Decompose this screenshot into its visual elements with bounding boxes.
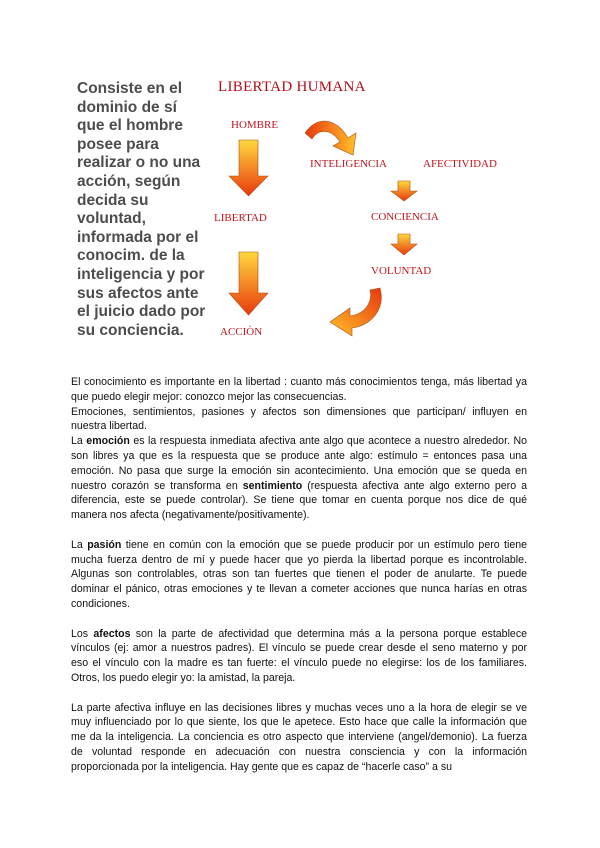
- arrow-hombre-inteligencia: [305, 121, 356, 155]
- label-accion: ACCIÒN: [220, 326, 263, 338]
- term-sentimiento: sentimiento: [242, 479, 303, 492]
- text-run: es la respuesta inmediata afectiva ante algo que acontece a nuestro alrededor. No son libres ya que es la respuesta que se produce ante algo: estímulo = entonces pasa una emoción. No pasa que surge la emoción sin acontecimiento. Una emoción que se queda en nuestro corazón se transforma en: [71, 435, 527, 492]
- term-emocion: emoción: [86, 435, 130, 448]
- text-run: tiene en común con la emoción que se puede producir por un estímulo pero tiene mucha fuerza dentro de mí y puede hacer que yo pierda la libertad porque es incontrolable. Algunas son controlables, otras son tan fuertes que tienen el poder de anularte. Te puede dominar el pánico, otras emociones y te llevan a cometer acciones que nunca harías en otras condiciones.: [71, 538, 527, 610]
- arrow-libertad-accion: [229, 252, 268, 315]
- arrow-voluntad-accion: [330, 288, 381, 336]
- paragraph-pasion: [71, 538, 527, 612]
- label-conciencia: CONCIENCIA: [371, 211, 439, 223]
- term-pasion: pasión: [87, 538, 122, 551]
- label-afectividad: AFECTIVIDAD: [423, 158, 497, 170]
- paragraph-emocion: [71, 434, 527, 523]
- label-hombre: HOMBRE: [231, 119, 279, 131]
- text-run: La: [71, 435, 87, 448]
- diagram-arrows: [0, 0, 600, 370]
- label-inteligencia: INTELIGENCIA: [310, 158, 387, 170]
- text-run: (respuesta afectiva ante algo externo pero a diferencia, este se puede controlar). Se tiene que tomar en cuenta porque nos dice de qué manera nos afecta (negativamente/positivamente).: [71, 479, 527, 522]
- arrow-inteligencia-conciencia: [391, 181, 417, 201]
- freedom-diagram: [0, 0, 600, 370]
- label-voluntad: VOLUNTAD: [371, 265, 432, 277]
- text-run: La: [71, 538, 88, 551]
- label-libertad: LIBERTAD: [214, 212, 267, 224]
- definition-text: Consiste en el dominio de sí que el hombre posee para realizar o no una acción, según decida su voluntad, informada por el conocim. de la inteligencia y por sus afectos ante el juicio dado por su conciencia.: [77, 80, 206, 339]
- paragraph-conocimiento: El conocimiento es importante en la libertad : cuanto más conocimientos tenga, más libertad ya que puedo elegir mejor: conozco mejor las consecuencias.: [71, 376, 527, 403]
- paragraph-afectos: [71, 627, 527, 686]
- text-run: Los: [71, 627, 94, 640]
- arrow-conciencia-voluntad: [391, 234, 417, 255]
- paragraph-parte-afectiva: La parte afectiva influye en las decisiones libres y muchas veces uno a la hora de elegir se ve muy influenciado por lo que siente, los que le apetece. Esto hace que calle la información que me da la inteligencia. La conciencia es otro aspecto que interviene (angel/demonio). La fuerza de voluntad responde en adecuación con nuestra consciencia y con la información proporcionada por la inteligencia. Hay gente que es capaz de “hacerle caso” a su: [71, 701, 527, 773]
- arrow-hombre-libertad: [229, 140, 268, 196]
- text-run: son la parte de afectividad que determina más a la persona porque establece vínculos (ej: amor a nuestros padres). El vínculo se puede crear desde el seno materno y por eso el vínculo con la madre es tan fuerte: el vínculo puede no elegirse: los de los familiares. Otros, los puedo elegir yo: la amistad, la pareja.: [71, 627, 528, 684]
- diagram-title: LIBERTAD HUMANA: [218, 79, 366, 95]
- paragraph-emociones: Emociones, sentimientos, pasiones y afectos son dimensiones que participan/ influyen en nuestra libertad.: [71, 405, 527, 433]
- term-afectos: afectos: [93, 627, 131, 640]
- body-text: [71, 375, 527, 775]
